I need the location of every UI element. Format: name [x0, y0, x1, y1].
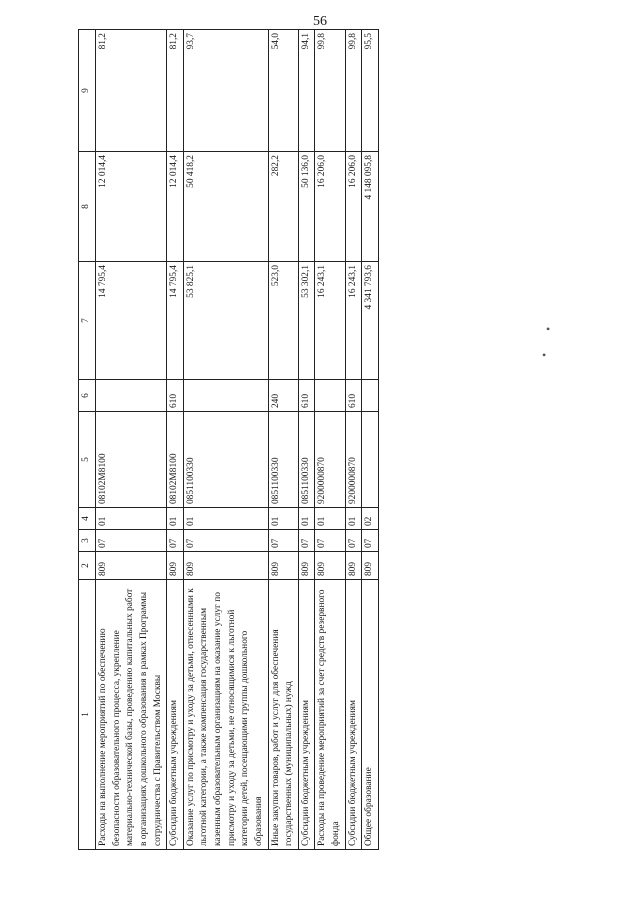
- executed-amount-cell: 50 418,2: [183, 152, 268, 262]
- ministry-code-cell: 809: [298, 552, 315, 580]
- stray-mark: •: [546, 322, 551, 336]
- subsection-code-cell: 01: [298, 508, 315, 530]
- subsection-code-cell: 01: [167, 508, 184, 530]
- table-header-row: [79, 30, 96, 850]
- expense-type-code-cell: [362, 380, 379, 412]
- row-label-cell: Субсидии бюджетным учреждениям: [167, 580, 184, 850]
- target-article-code-cell: 0851100330: [298, 412, 315, 508]
- section-code-cell: 07: [315, 530, 345, 552]
- planned-amount-cell: 523,0: [268, 262, 298, 380]
- section-code-cell: 07: [345, 530, 362, 552]
- section-code-cell: 07: [183, 530, 268, 552]
- page-number: 56: [313, 14, 327, 29]
- table-row: [315, 30, 345, 850]
- column-header: 3: [79, 530, 96, 552]
- execution-percent-cell: 81,2: [96, 30, 167, 152]
- row-label-cell: Иные закупки товаров, работ и услуг для обеспечения государственных (муниципальных) нужд: [268, 580, 298, 850]
- subsection-code-cell: 01: [345, 508, 362, 530]
- column-header: 4: [79, 508, 96, 530]
- executed-amount-cell: 50 136,0: [298, 152, 315, 262]
- target-article-code-cell: 08102М8100: [167, 412, 184, 508]
- row-label-cell: Субсидии бюджетным учреждениям: [345, 580, 362, 850]
- ministry-code-cell: 809: [315, 552, 345, 580]
- executed-amount-cell: 12 014,4: [96, 152, 167, 262]
- column-header: 5: [79, 412, 96, 508]
- target-article-code-cell: 9200000870: [345, 412, 362, 508]
- target-article-code-cell: 0851100330: [183, 412, 268, 508]
- planned-amount-cell: 53 825,1: [183, 262, 268, 380]
- table-row: [96, 30, 167, 850]
- executed-amount-cell: 4 148 095,8: [362, 152, 379, 262]
- expense-type-code-cell: 610: [298, 380, 315, 412]
- executed-amount-cell: 282,2: [268, 152, 298, 262]
- expense-type-code-cell: 240: [268, 380, 298, 412]
- expense-type-code-cell: 610: [345, 380, 362, 412]
- target-article-code-cell: 08102М8100: [96, 412, 167, 508]
- ministry-code-cell: 809: [183, 552, 268, 580]
- target-article-code-cell: 9200000870: [315, 412, 345, 508]
- row-label-cell: Расходы на выполнение мероприятий по обеспечению безопасности образовательного процесса, укрепление материально-технической базы, проведению капитальных работ в организациях дошкольного образования в рамках Программы сотрудничества с Правительством Москвы: [96, 580, 167, 850]
- expense-type-code-cell: [315, 380, 345, 412]
- planned-amount-cell: 4 341 793,6: [362, 262, 379, 380]
- section-code-cell: 07: [362, 530, 379, 552]
- table-row: [362, 30, 379, 850]
- planned-amount-cell: 16 243,1: [345, 262, 362, 380]
- execution-percent-cell: 95,5: [362, 30, 379, 152]
- table-row: [268, 30, 298, 850]
- ministry-code-cell: 809: [362, 552, 379, 580]
- table-row: [298, 30, 315, 850]
- table-row: [345, 30, 362, 850]
- row-label-cell: Субсидии бюджетным учреждениям: [298, 580, 315, 850]
- executed-amount-cell: 12 014,4: [167, 152, 184, 262]
- section-code-cell: 07: [96, 530, 167, 552]
- execution-percent-cell: 99,8: [315, 30, 345, 152]
- row-label-cell: Оказание услуг по присмотру и уходу за детьми, отнесенными к льготной категории, а также компенсация государственным казенным образовательным организациям на оказание услуг по присмотру и уходу за детьми, не относящимися к льготной категории детей, посещающими группы дошкольного образования: [183, 580, 268, 850]
- row-label-cell: Расходы на проведение мероприятий за счет средств резервного фонда: [315, 580, 345, 850]
- subsection-code-cell: 01: [96, 508, 167, 530]
- budget-table: [78, 29, 379, 850]
- executed-amount-cell: 16 206,0: [345, 152, 362, 262]
- column-header: 8: [79, 152, 96, 262]
- execution-percent-cell: 99,8: [345, 30, 362, 152]
- ministry-code-cell: 809: [96, 552, 167, 580]
- subsection-code-cell: 01: [183, 508, 268, 530]
- execution-percent-cell: 93,7: [183, 30, 268, 152]
- column-header: 6: [79, 380, 96, 412]
- row-label-cell: Общее образование: [362, 580, 379, 850]
- planned-amount-cell: 14 795,4: [167, 262, 184, 380]
- planned-amount-cell: 14 795,4: [96, 262, 167, 380]
- expense-type-code-cell: [183, 380, 268, 412]
- column-header: 2: [79, 552, 96, 580]
- planned-amount-cell: 16 243,1: [315, 262, 345, 380]
- target-article-code-cell: [362, 412, 379, 508]
- executed-amount-cell: 16 206,0: [315, 152, 345, 262]
- ministry-code-cell: 809: [268, 552, 298, 580]
- table-body: [96, 30, 379, 850]
- section-code-cell: 07: [268, 530, 298, 552]
- section-code-cell: 07: [298, 530, 315, 552]
- expense-type-code-cell: [96, 380, 167, 412]
- rotated-table-container: [78, 30, 608, 850]
- table-row: [183, 30, 268, 850]
- subsection-code-cell: 01: [315, 508, 345, 530]
- expense-type-code-cell: 610: [167, 380, 184, 412]
- ministry-code-cell: 809: [167, 552, 184, 580]
- column-header: 7: [79, 262, 96, 380]
- ministry-code-cell: 809: [345, 552, 362, 580]
- execution-percent-cell: 54,0: [268, 30, 298, 152]
- stray-mark: •: [542, 348, 547, 362]
- execution-percent-cell: 81,2: [167, 30, 184, 152]
- table-row: [167, 30, 184, 850]
- subsection-code-cell: 02: [362, 508, 379, 530]
- column-header: 9: [79, 30, 96, 152]
- subsection-code-cell: 01: [268, 508, 298, 530]
- execution-percent-cell: 94,1: [298, 30, 315, 152]
- target-article-code-cell: 0851100330: [268, 412, 298, 508]
- column-header: 1: [79, 580, 96, 850]
- section-code-cell: 07: [167, 530, 184, 552]
- planned-amount-cell: 53 302,1: [298, 262, 315, 380]
